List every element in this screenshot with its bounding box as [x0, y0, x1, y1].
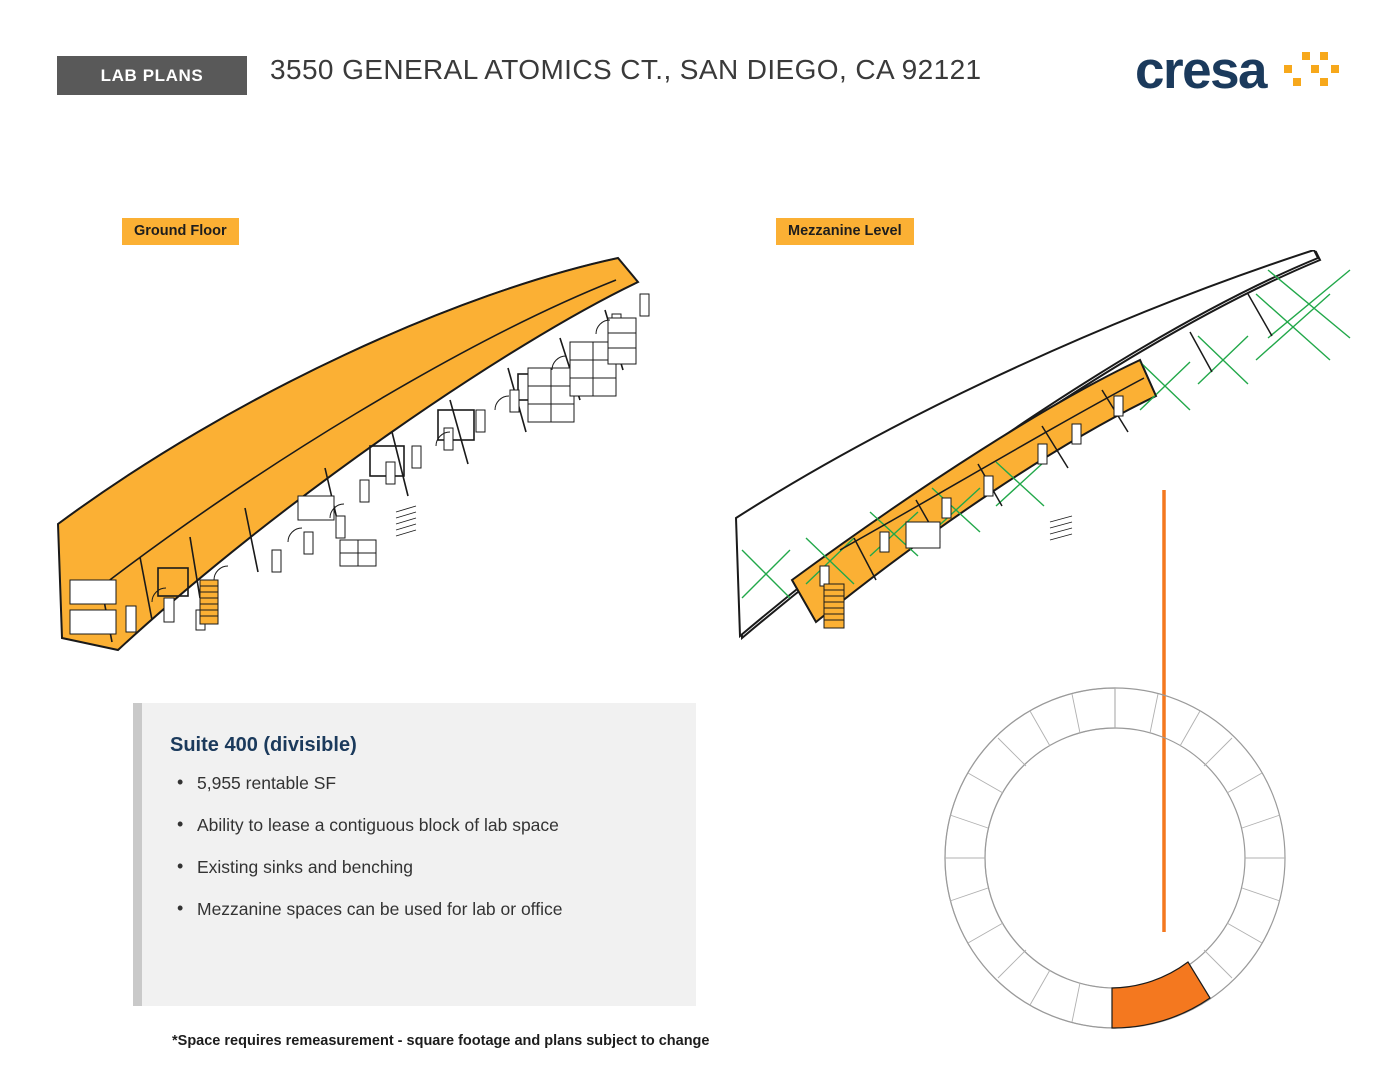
page-title: 3550 GENERAL ATOMICS CT., SAN DIEGO, CA 92121 [270, 54, 982, 85]
ground-floor-plan [40, 250, 740, 670]
lab-plans-badge: LAB PLANS [57, 56, 247, 95]
list-item: • Mezzanine spaces can be used for lab or office [197, 897, 562, 921]
keyplan-highlighted-suite [1112, 962, 1210, 1028]
mezzanine-level-label: Mezzanine Level [776, 218, 914, 245]
suite-info-panel [133, 703, 696, 1006]
list-item: • Ability to lease a contiguous block of lab space [197, 813, 562, 837]
ground-floor-label: Ground Floor [122, 218, 239, 245]
building-footprint [945, 688, 1285, 1028]
list-item: • 5,955 rentable SF [197, 771, 562, 795]
cresa-wordmark: cresa [1135, 41, 1267, 100]
list-item: • Existing sinks and benching [197, 855, 562, 879]
mezzanine-level-plan [720, 250, 1380, 670]
cresa-dots-icon [1284, 52, 1340, 90]
suite-feature-list [171, 771, 562, 939]
cresa-logo [1135, 41, 1340, 100]
disclaimer-footnote: *Space requires remeasurement - square footage and plans subject to change [172, 1033, 710, 1049]
building-key-plan [880, 670, 1350, 1060]
suite-title: Suite 400 (divisible) [170, 734, 357, 756]
ground-floor-suite-fill [58, 258, 638, 650]
